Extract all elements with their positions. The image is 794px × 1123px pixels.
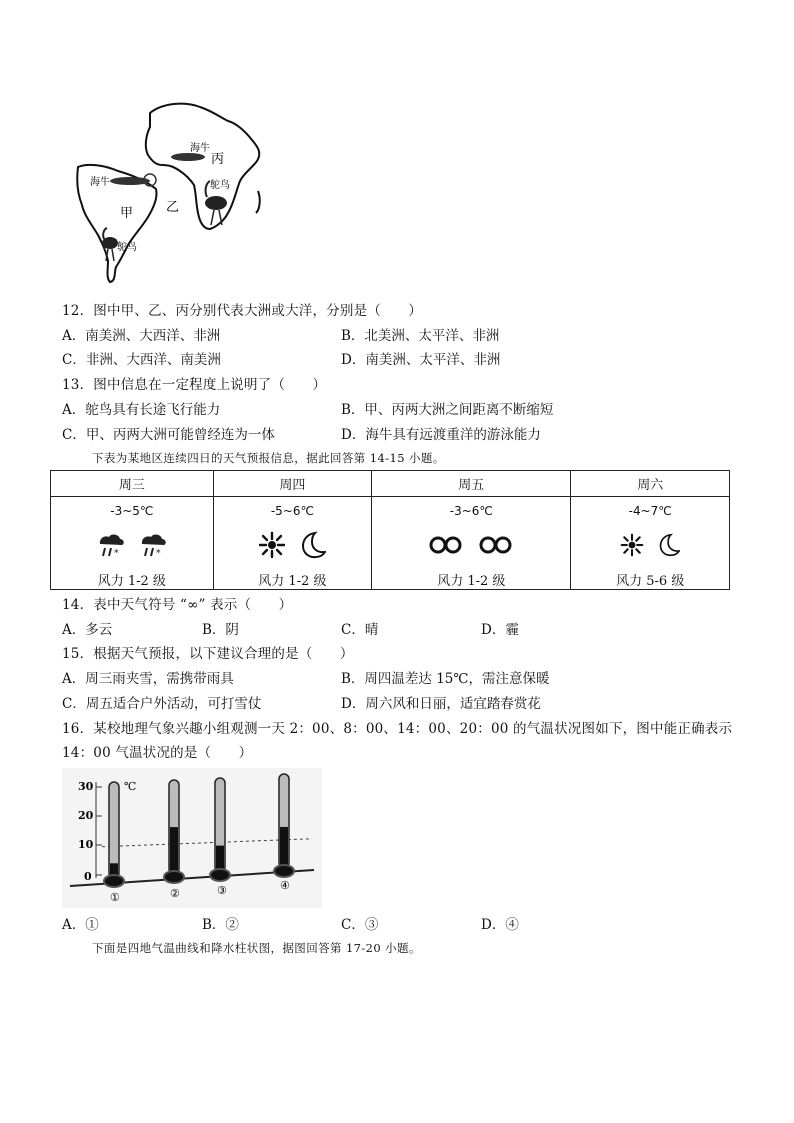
q16-stem-line2: 14：00 气温状况的是（ ） [62, 745, 253, 761]
weather-forecast-table [50, 470, 730, 590]
q16-stem-line1: 16．某校地理气象兴趣小组观测一天 2：00、8：00、14：00、20：00 的气温状况图如下，图中能正确表示 [62, 721, 733, 737]
q14-option-c[interactable]: C．晴 [341, 622, 379, 638]
thermometer-bulb [104, 875, 124, 887]
sun-icon [258, 531, 286, 559]
thermometer-label: ④ [280, 879, 290, 892]
q15-option-d[interactable]: D．周六风和日丽，适宜踏春赏花 [341, 696, 541, 712]
q12-option-c[interactable]: C．非洲、大西洋、南美洲 [62, 352, 221, 368]
label-bing: 丙 [211, 152, 225, 167]
q15-option-c[interactable]: C．周五适合户外活动，可打雪仗 [62, 696, 262, 712]
thermometer-figure [62, 768, 322, 908]
scale-label-10: 10 [78, 838, 94, 851]
wind-level: 风力 1-2 级 [97, 574, 166, 589]
q12-option-b[interactable]: B．北美洲、太平洋、非洲 [341, 328, 500, 344]
q13-option-a[interactable]: A．鸵鸟具有长途飞行能力 [62, 402, 221, 418]
q12-option-a[interactable]: A．南美洲、大西洋、非洲 [62, 328, 221, 344]
label-yi: 乙 [166, 200, 180, 215]
forecast-cell-fri [372, 497, 571, 590]
forecast-cell-thu [213, 497, 372, 590]
q15-stem: 15．根据天气预报，以下建议合理的是（ ） [62, 646, 354, 662]
africa-outline [146, 104, 259, 229]
forecast-cell-wed [51, 497, 214, 590]
temp-range: -3~6℃ [449, 504, 493, 518]
unit-label: ℃ [124, 780, 137, 793]
scale-label-20: 20 [78, 809, 94, 822]
scale-label-30: 30 [78, 780, 94, 793]
q15-option-a[interactable]: A．周三雨夹雪，需携带雨具 [62, 671, 234, 687]
thermometer-label: ① [110, 891, 120, 904]
q13-option-b[interactable]: B．甲、丙两大洲之间距离不断缩短 [341, 402, 554, 418]
intro-17-20: 下面是四地气温曲线和降水柱状图，据图回答第 17-20 小题。 [92, 941, 421, 955]
wind-level: 风力 1-2 级 [437, 574, 506, 589]
q13-option-d[interactable]: D．海牛具有远渡重洋的游泳能力 [341, 427, 541, 443]
label-manatee-sa: 海牛 [90, 177, 110, 188]
thermometer-bulb [164, 871, 184, 883]
haze-icon [478, 534, 514, 556]
label-jia: 甲 [120, 206, 134, 221]
svg-text:*: * [155, 549, 161, 558]
thermometer-label: ② [170, 887, 180, 900]
temp-range: -4~7℃ [628, 504, 672, 518]
wind-level: 风力 5-6 级 [616, 574, 685, 589]
forecast-cell-sat [571, 497, 730, 590]
sleet-icon [139, 532, 167, 558]
day-header: 周六 [571, 471, 730, 497]
q14-stem: 14．表中天气符号 “∞” 表示（ ） [62, 597, 293, 613]
q12-option-d[interactable]: D．南美洲、太平洋、非洲 [341, 352, 501, 368]
ostrich-sa-shape [102, 228, 118, 261]
temp-range: -5~6℃ [270, 504, 314, 518]
label-manatee-af: 海牛 [190, 143, 210, 154]
day-header: 周五 [372, 471, 571, 497]
manatee-af-shape [171, 153, 205, 161]
continent-map-figure [70, 95, 270, 285]
q16-option-b[interactable]: B．② [202, 917, 239, 933]
q16-option-a[interactable]: A．① [62, 917, 99, 933]
mercury-column [280, 827, 288, 868]
q13-option-c[interactable]: C．甲、丙两大洲可能曾经连为一体 [62, 427, 275, 443]
q12-stem: 12．图中甲、乙、丙分别代表大洲或大洋，分别是（ ） [62, 303, 423, 319]
sleet-icon [97, 532, 125, 558]
thermometer-bulb [274, 865, 294, 877]
q14-option-a[interactable]: A．多云 [62, 622, 113, 638]
moon-icon [300, 531, 326, 559]
sun-icon [620, 533, 644, 557]
temp-range: -3~5℃ [110, 504, 154, 518]
thermometer-bulb [210, 869, 230, 881]
q13-stem: 13．图中信息在一定程度上说明了（ ） [62, 377, 327, 393]
q14-option-b[interactable]: B．阴 [202, 622, 239, 638]
day-header: 周四 [213, 471, 372, 497]
mercury-column [170, 827, 178, 874]
q14-option-d[interactable]: D．霾 [481, 622, 519, 638]
wind-level: 风力 1-2 级 [258, 574, 327, 589]
label-ostrich-af: 鸵鸟 [210, 180, 230, 191]
haze-icon [428, 534, 464, 556]
q16-option-c[interactable]: C．③ [341, 917, 379, 933]
q15-option-b[interactable]: B．周四温差达 15℃，需注意保暖 [341, 671, 550, 687]
label-ostrich-sa: 鸵鸟 [117, 242, 137, 253]
day-header: 周三 [51, 471, 214, 497]
svg-text:*: * [113, 549, 119, 558]
intro-14-15: 下表为某地区连续四日的天气预报信息，据此回答第 14-15 小题。 [92, 451, 445, 465]
q16-option-d[interactable]: D．④ [481, 917, 519, 933]
moon-icon [658, 533, 680, 557]
scale-label-0: 0 [84, 870, 92, 883]
thermometer-label: ③ [217, 884, 227, 897]
